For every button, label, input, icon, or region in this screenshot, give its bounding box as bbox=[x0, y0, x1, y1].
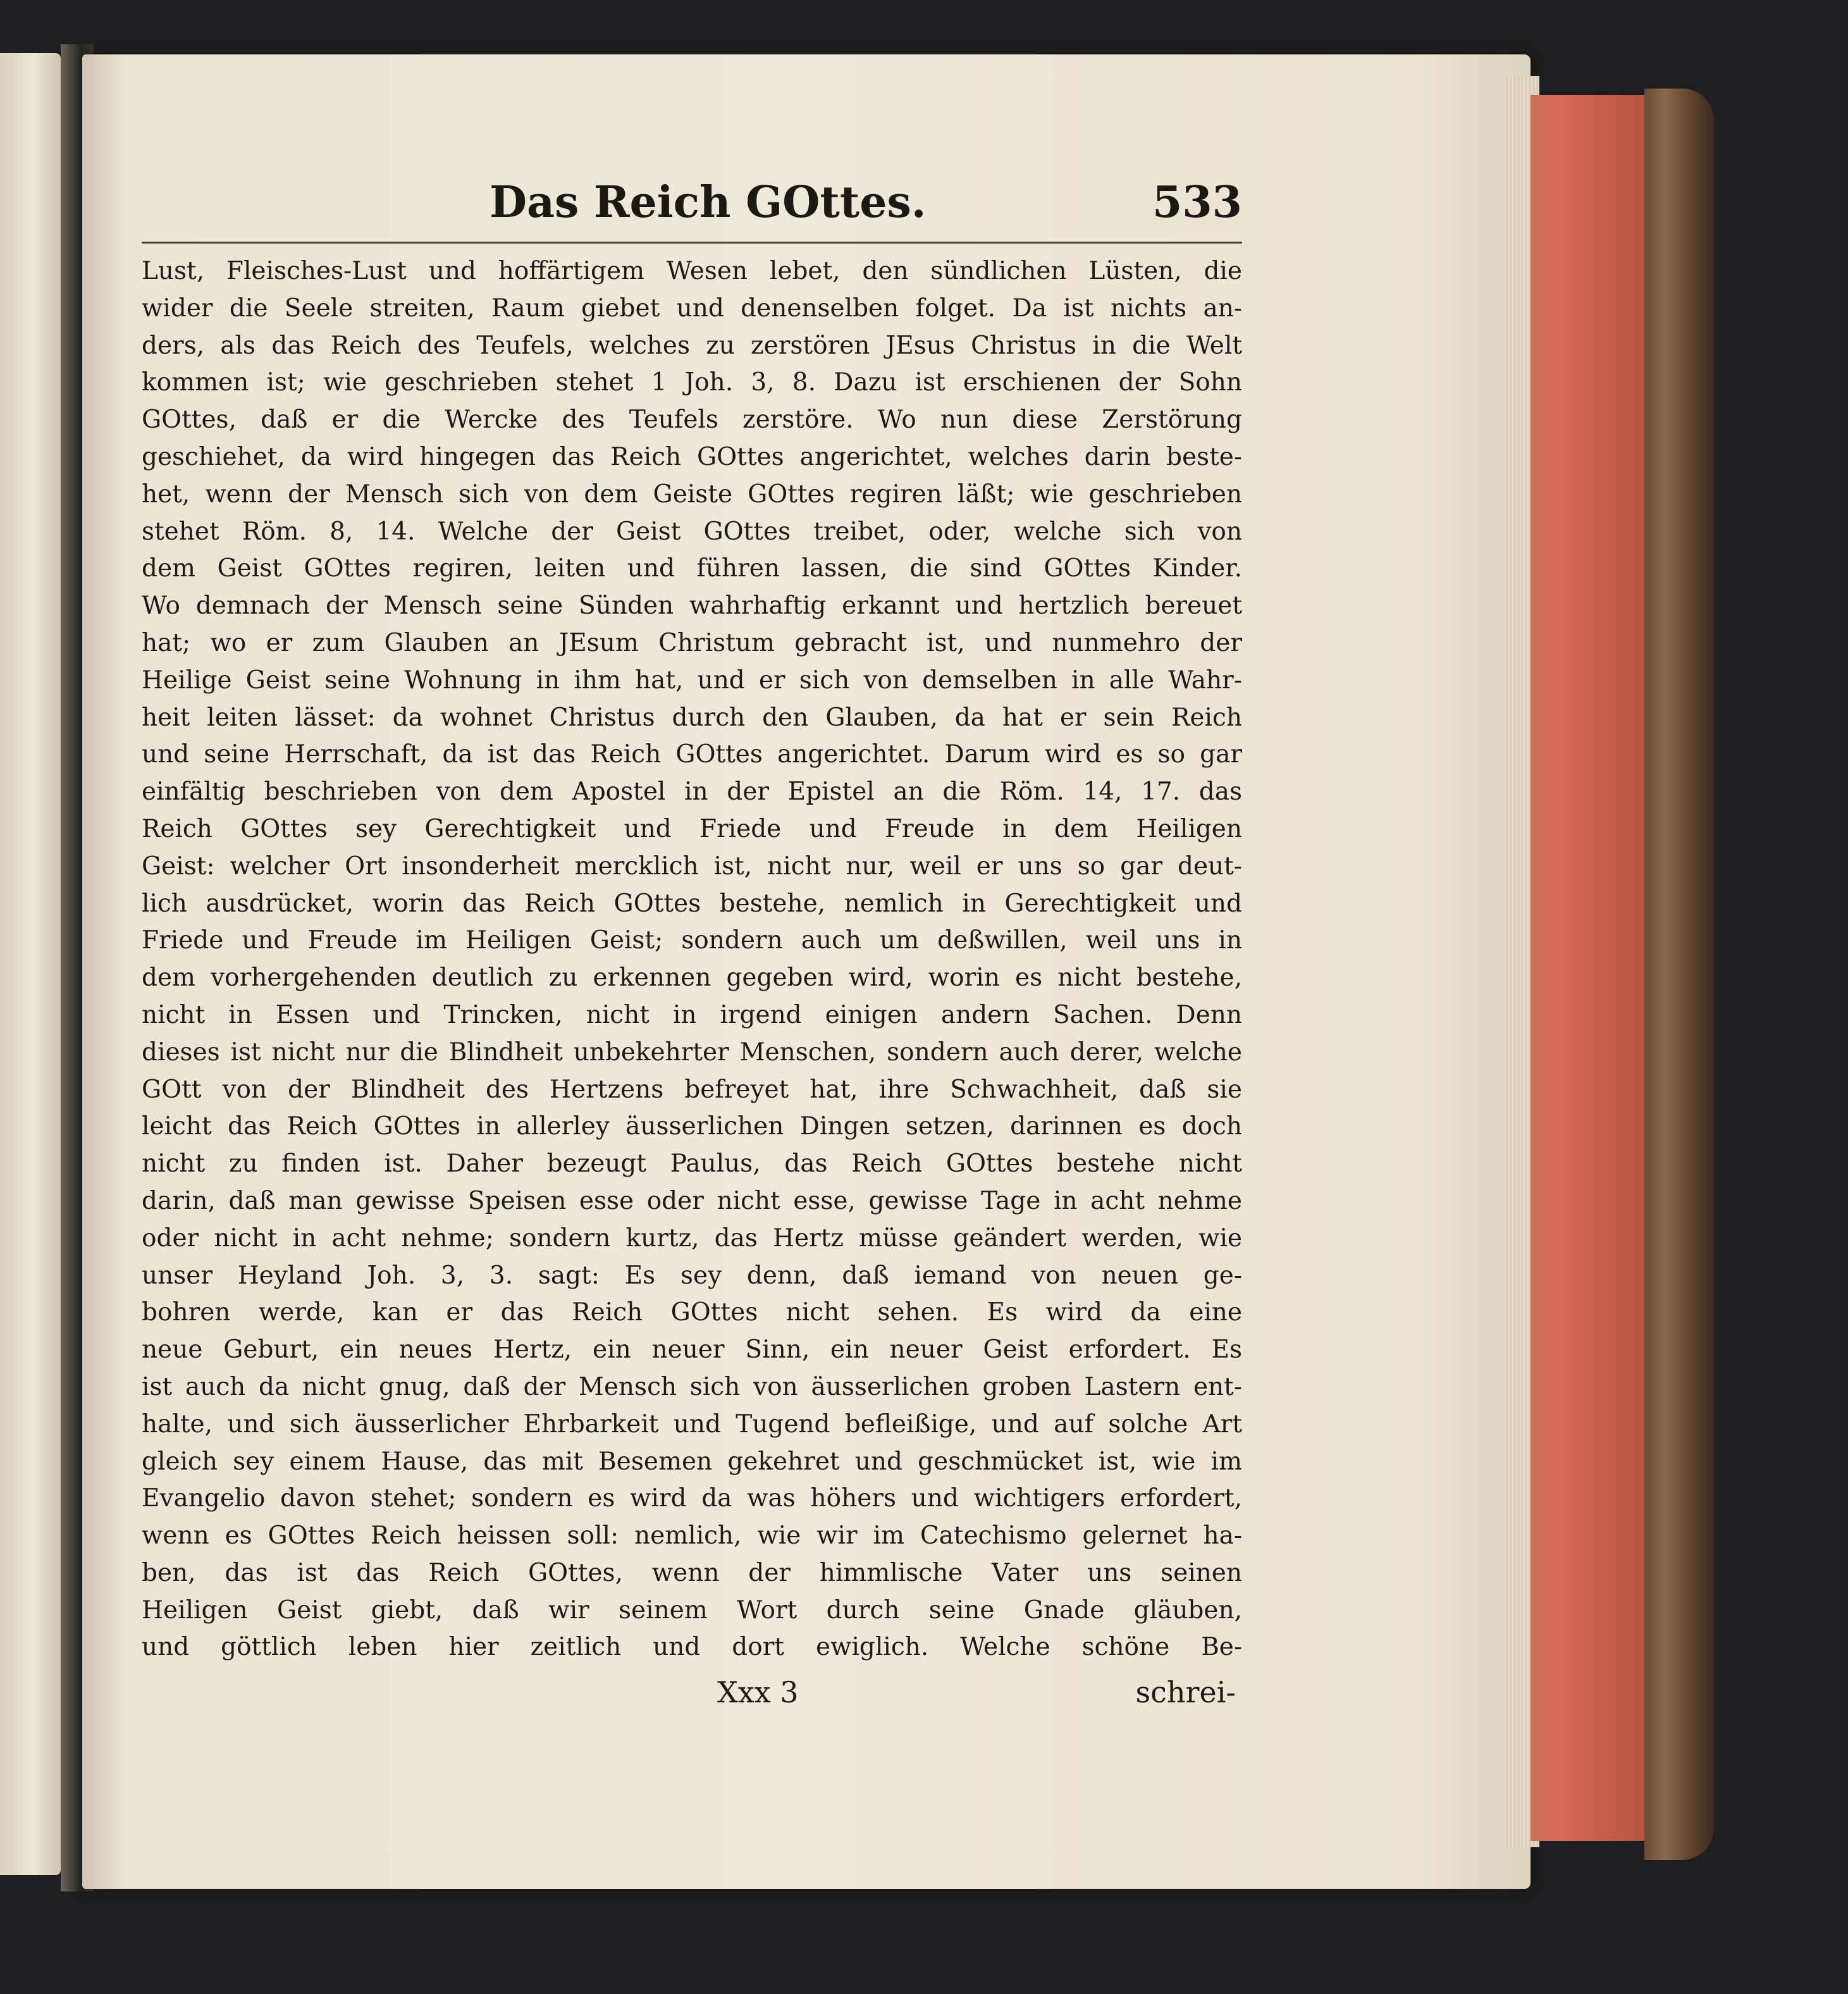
text-line: GOtt von der Blindheit des Hertzens befreyet hat, ihre Schwachheit, daß sie bbox=[142, 1075, 1242, 1104]
text-line: gleich sey einem Hause, das mit Besemen gekehret und geschmücket ist, wie im bbox=[142, 1447, 1242, 1476]
text-line: geschiehet, da wird hingegen das Reich GOttes angerichtet, welches darin beste- bbox=[142, 442, 1242, 471]
body-text bbox=[142, 253, 1242, 1666]
text-line: wenn es GOttes Reich heissen soll: nemlich, wie wir im Catechismo gelernet ha- bbox=[142, 1521, 1242, 1551]
text-line: heit leiten lässet: da wohnet Christus durch den Glauben, da hat er sein Reich bbox=[142, 703, 1242, 732]
signature-mark: Xxx 3 bbox=[717, 1675, 799, 1709]
text-line: nicht zu finden ist. Daher bezeugt Paulus, das Reich GOttes bestehe nicht bbox=[142, 1149, 1242, 1179]
header-rule bbox=[142, 242, 1242, 244]
text-line: hat; wo er zum Glauben an JEsum Christum gebracht ist, und nunmehro der bbox=[142, 628, 1242, 657]
text-line: Wo demnach der Mensch seine Sünden wahrhaftig erkannt und hertzlich bereuet bbox=[142, 591, 1242, 621]
text-line: ben, das ist das Reich GOttes, wenn der himmlische Vater uns seinen bbox=[142, 1558, 1242, 1587]
text-line: dieses ist nicht nur die Blindheit unbekehrter Menschen, sondern auch derer, welche bbox=[142, 1037, 1242, 1067]
text-line: ders, als das Reich des Teufels, welches zu zerstören JEsus Christus in die Welt bbox=[142, 331, 1242, 360]
text-line: het, wenn der Mensch sich von dem Geiste GOttes regiren läßt; wie geschrieben bbox=[142, 480, 1242, 509]
catchword: schrei- bbox=[1135, 1675, 1236, 1709]
text-line: Geist: welcher Ort insonderheit mercklich ist, nicht nur, weil er uns so gar deut- bbox=[142, 851, 1242, 881]
text-line: Reich GOttes sey Gerechtigkeit und Friede und Freude in dem Heiligen bbox=[142, 814, 1242, 843]
page-number: 533 bbox=[1152, 177, 1242, 228]
text-line: darin, daß man gewisse Speisen esse oder nicht esse, gewisse Tage in acht nehme bbox=[142, 1186, 1242, 1215]
text-line: nicht in Essen und Trincken, nicht in irgend einigen andern Sachen. Denn bbox=[142, 1000, 1242, 1029]
text-line: leicht das Reich GOttes in allerley äusserlichen Dingen setzen, darinnen es doch bbox=[142, 1112, 1242, 1141]
text-line: dem Geist GOttes regiren, leiten und führen lassen, die sind GOttes Kinder. bbox=[142, 554, 1242, 583]
running-title: Das Reich GOttes. bbox=[490, 177, 927, 228]
text-line: kommen ist; wie geschrieben stehet 1 Joh. 3, 8. Dazu ist erschienen der Sohn bbox=[142, 368, 1242, 397]
text-line: Friede und Freude im Heiligen Geist; sondern auch um deßwillen, weil uns in bbox=[142, 926, 1242, 955]
text-line: lich ausdrücket, worin das Reich GOttes bestehe, nemlich in Gerechtigkeit und bbox=[142, 889, 1242, 918]
text-line: GOttes, daß er die Wercke des Teufels zerstöre. Wo nun diese Zerstörung bbox=[142, 406, 1242, 435]
page-footer bbox=[142, 1675, 1242, 1719]
text-line: und seine Herrschaft, da ist das Reich GOttes angerichtet. Darum wird es so gar bbox=[142, 740, 1242, 769]
text-line: ist auch da nicht gnug, daß der Mensch sich von äusserlichen groben Lastern ent- bbox=[142, 1372, 1242, 1401]
text-line: Evangelio davon stehet; sondern es wird da was höhers und wichtigers erfordert, bbox=[142, 1484, 1242, 1513]
text-line: Lust, Fleisches-Lust und hoffärtigem Wesen lebet, den sündlichen Lüsten, die bbox=[142, 257, 1242, 285]
book-cover bbox=[1644, 89, 1714, 1860]
text-line: dem vorhergehenden deutlich zu erkennen gegeben wird, worin es nicht bestehe, bbox=[142, 963, 1242, 993]
facing-page-edge bbox=[0, 53, 61, 1875]
text-line: Heilige Geist seine Wohnung in ihm hat, und er sich von demselben in alle Wahr- bbox=[142, 666, 1242, 695]
text-line: neue Geburt, ein neues Hertz, ein neuer Sinn, ein neuer Geist erfordert. Es bbox=[142, 1335, 1242, 1365]
text-line: unser Heyland Joh. 3, 3. sagt: Es sey denn, daß iemand von neuen ge- bbox=[142, 1261, 1242, 1290]
text-line: wider die Seele streiten, Raum giebet und denenselben folget. Da ist nichts an- bbox=[142, 294, 1242, 323]
page-header bbox=[142, 177, 1255, 240]
text-line: oder nicht in acht nehme; sondern kurtz, das Hertz müsse geändert werden, wie bbox=[142, 1223, 1242, 1253]
text-line: Heiligen Geist giebt, daß wir seinem Wort durch seine Gnade gläuben, bbox=[142, 1595, 1242, 1625]
text-line: bohren werde, kan er das Reich GOttes nicht sehen. Es wird da eine bbox=[142, 1298, 1242, 1327]
text-line: einfältig beschrieben von dem Apostel in der Epistel an die Röm. 14, 17. das bbox=[142, 777, 1242, 807]
text-line: und göttlich leben hier zeitlich und dort ewiglich. Welche schöne Be- bbox=[142, 1633, 1242, 1662]
text-line: halte, und sich äusserlicher Ehrbarkeit und Tugend befleißige, und auf solche Art bbox=[142, 1409, 1242, 1439]
text-line: stehet Röm. 8, 14. Welche der Geist GOttes treibet, oder, welche sich von bbox=[142, 517, 1242, 546]
